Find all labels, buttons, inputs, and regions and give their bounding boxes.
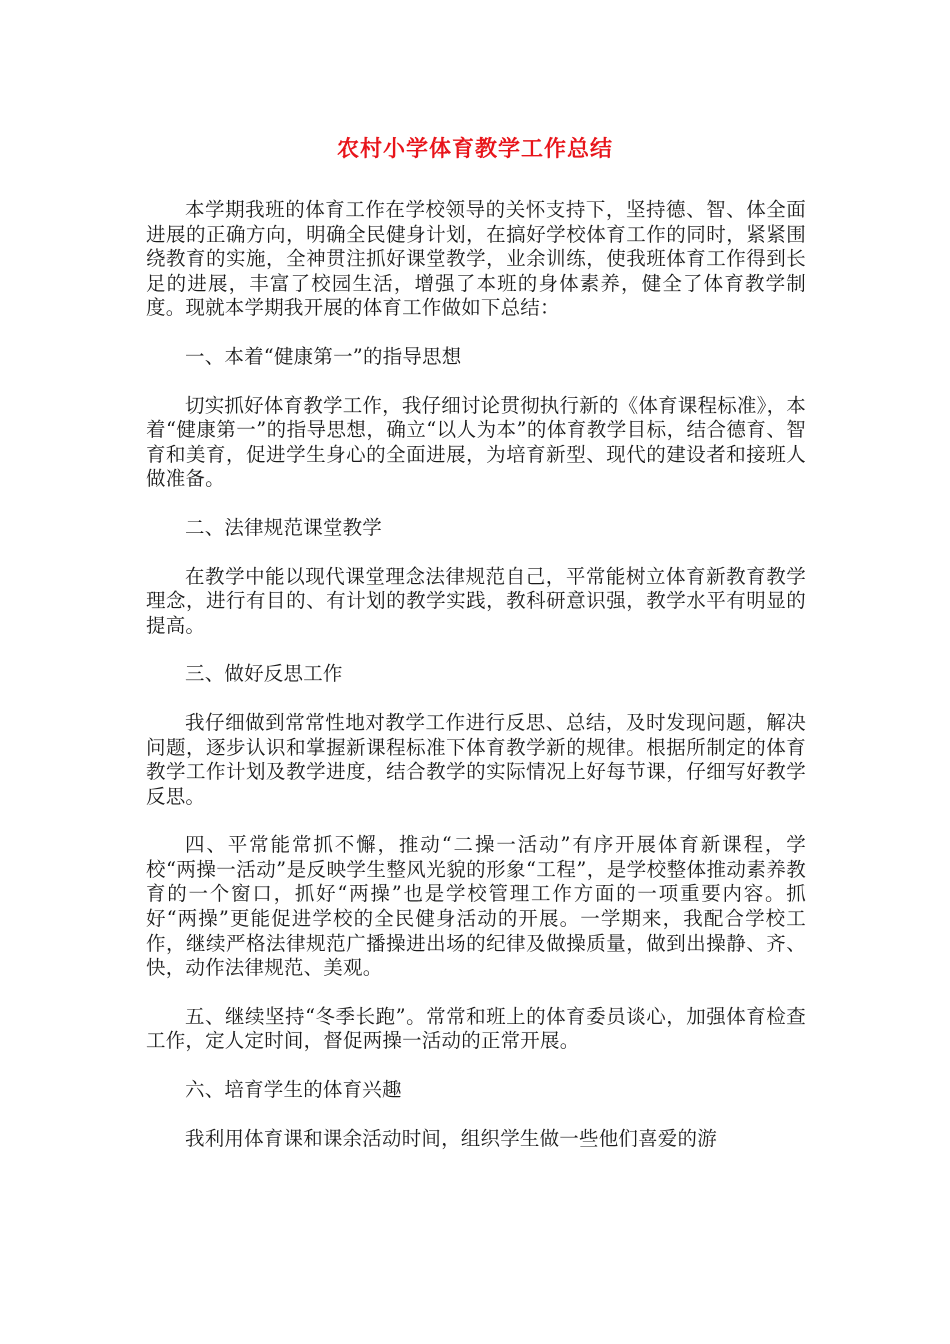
document-body [146,198,806,1175]
paragraph-section-4: 四、平常能常抓不懈，推动“二操一活动”有序开展体育新课程，学校“两操一活动”是反映学生整风光貌的形象“工程”，是学校整体推动素养教育的一个窗口，抓好“两操”也是学校管理工作方面的一项重要内容。抓好“两操”更能促进学校的全民健身活动的开展。一学期来，我配合学校工作，继续严格法律规范广播操进出场的纪律及做操质量，做到出操静、齐、快，动作法律规范、美观。 [146,833,806,980]
section-heading-1: 一、本着“健康第一”的指导思想 [185,344,462,368]
document-title: 农村小学体育教学工作总结 [336,137,613,162]
paragraph-section-2: 在教学中能以现代课堂理念法律规范自己，平常能树立体育新教育教学理念，进行有目的、有计划的教学实践，教科研意识强，教学水平有明显的提高。 [146,564,806,637]
section-heading-6: 六、培育学生的体育兴趣 [185,1078,402,1102]
paragraph-section-3: 我仔细做到常常性地对教学工作进行反思、总结，及时发现问题，解决问题，逐步认识和掌握新课程标准下体育教学新的规律。根据所制定的体育教学工作计划及教学进度，结合教学的实际情况上好每节课，仔细写好教学反思。 [146,710,806,808]
paragraph-section-1: 切实抓好体育教学工作，我仔细讨论贯彻执行新的《体育课程标准》，本着“健康第一”的指导思想，确立“以人为本”的体育教学目标，结合德育、智育和美育，促进学生身心的全面进展，为培育新型、现代的建设者和接班人做准备。 [146,393,806,491]
paragraph-section-6: 我利用体育课和课余活动时间，组织学生做一些他们喜爱的游 [185,1126,717,1150]
paragraph-section-5: 五、继续坚持“冬季长跑”。常常和班上的体育委员谈心，加强体育检查工作，定人定时间，督促两操一活动的正常开展。 [146,1004,806,1053]
section-heading-2: 二、法律规范课堂教学 [185,515,383,539]
paragraph-intro: 本学期我班的体育工作在学校领导的关怀支持下，坚持德、智、体全面进展的正确方向，明确全民健身计划，在搞好学校体育工作的同时，紧紧围绕教育的实施，全神贯注抓好课堂教学，业余训练，使我班体育工作得到长足的进展，丰富了校园生活，增强了本班的身体素养，健全了体育教学制度。现就本学期我开展的体育工作做如下总结： [146,198,806,320]
section-heading-3: 三、做好反思工作 [185,662,343,686]
